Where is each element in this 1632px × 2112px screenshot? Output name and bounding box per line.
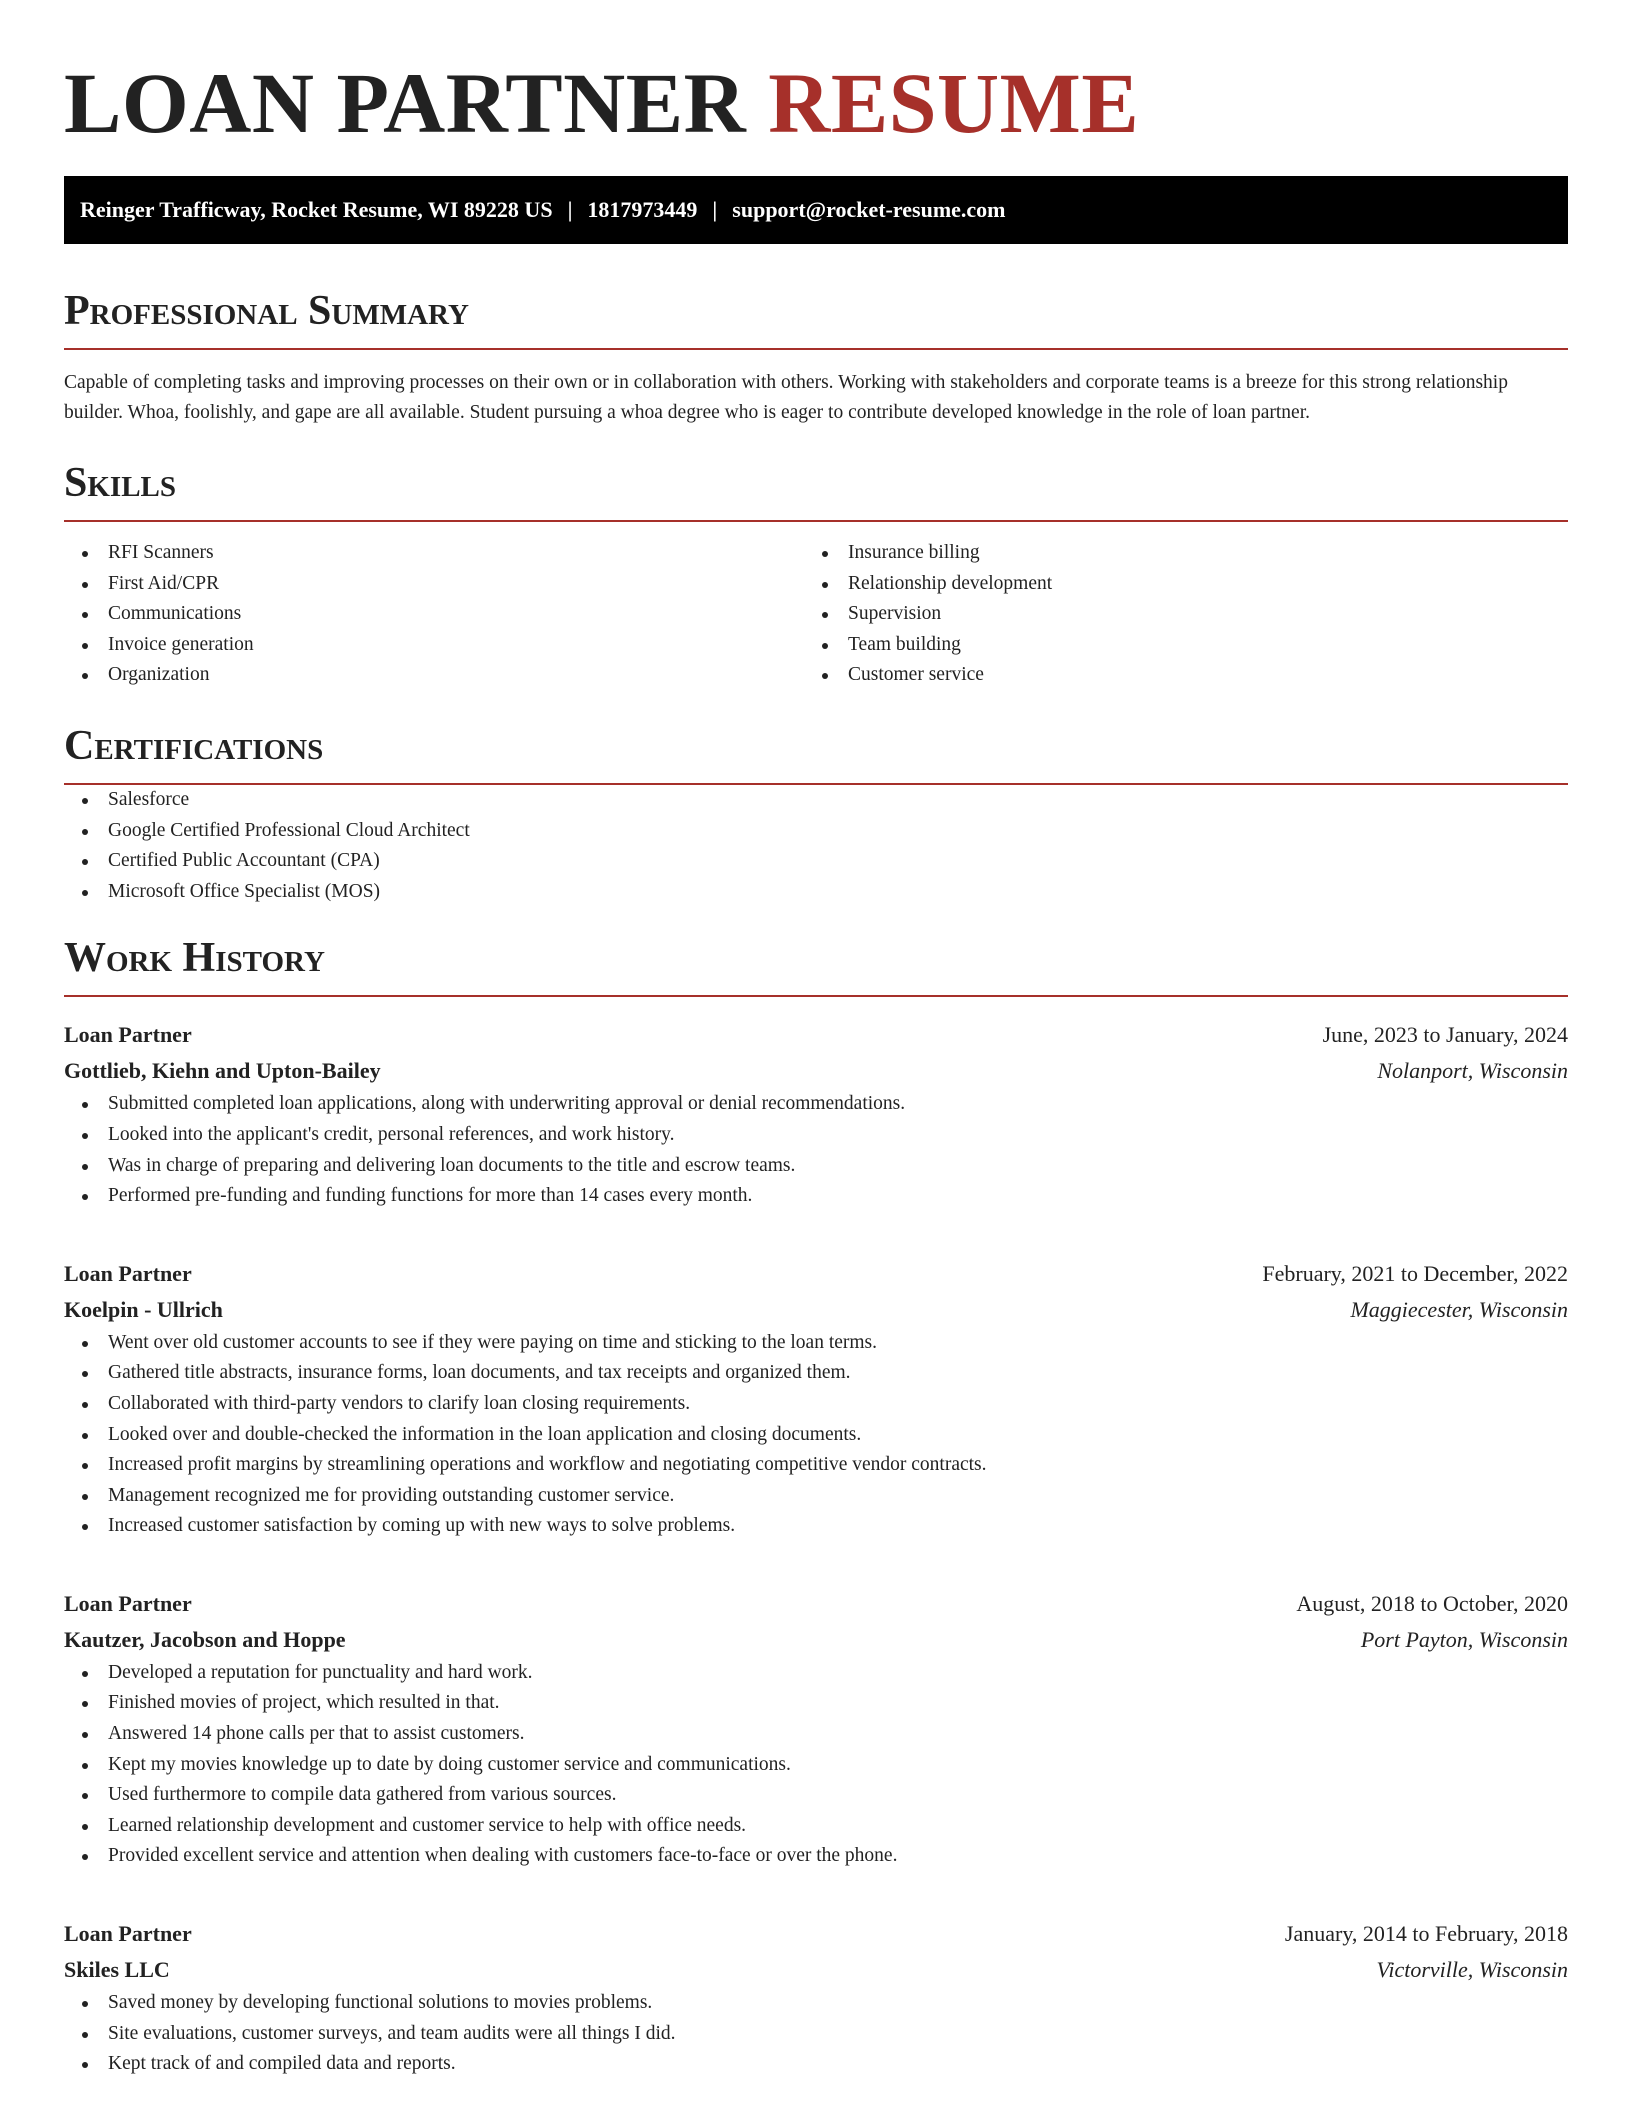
job-header-row — [64, 1586, 1568, 1622]
job-duty-item: Went over old customer accounts to see if they were paying on time and sticking to the loan terms. — [64, 1328, 1568, 1359]
job-header-row — [64, 1017, 1568, 1053]
job-location: Maggiecester, Wisconsin — [1350, 1296, 1568, 1322]
job-duties-list — [64, 1328, 1568, 1542]
skill-item: RFI Scanners — [64, 538, 804, 569]
job-company-row — [64, 1053, 1568, 1089]
job-title: Loan Partner — [64, 1260, 192, 1286]
skill-item: Communications — [64, 599, 804, 630]
skill-item: Insurance billing — [804, 538, 1544, 569]
section-heading-certifications: Certifications — [64, 723, 1568, 785]
job-entry — [64, 1916, 1568, 2080]
skill-item: First Aid/CPR — [64, 569, 804, 600]
certification-item: Google Certified Professional Cloud Architect — [64, 816, 1568, 847]
job-duty-item: Management recognized me for providing outstanding customer service. — [64, 1481, 1568, 1512]
skill-item: Supervision — [804, 599, 1544, 630]
job-title: Loan Partner — [64, 1921, 192, 1947]
contact-bar — [64, 176, 1568, 244]
job-duty-item: Looked over and double-checked the information in the loan application and closing documents. — [64, 1420, 1568, 1451]
summary-text: Capable of completing tasks and improving processes on their own or in collaboration with others. Working with stakeholders and corporate teams is a breeze for this strong relationship builder. Whoa, foolishly, and gape are all available. Student pursuing a whoa degree who is eager to contribute developed knowledge in the role of loan partner. — [64, 372, 1508, 423]
job-header-row — [64, 1916, 1568, 1952]
job-duty-item: Used furthermore to compile data gathered from various sources. — [64, 1780, 1568, 1811]
title-accent: RESUME — [768, 55, 1140, 151]
skills-grid — [64, 538, 1568, 691]
job-header-row — [64, 1256, 1568, 1292]
job-company: Koelpin - Ullrich — [64, 1296, 223, 1322]
certifications-section — [64, 723, 1568, 907]
job-duty-item: Gathered title abstracts, insurance forms, loan documents, and tax receipts and organized them. — [64, 1358, 1568, 1389]
job-entry — [64, 1256, 1568, 1542]
job-duty-item: Kept my movies knowledge up to date by doing customer service and communications. — [64, 1750, 1568, 1781]
job-location: Nolanport, Wisconsin — [1377, 1058, 1568, 1084]
job-dates: June, 2023 to January, 2024 — [1322, 1022, 1568, 1048]
resume-title — [64, 55, 1568, 151]
job-entry — [64, 1017, 1568, 1211]
job-duty-item: Increased customer satisfaction by coming up with new ways to solve problems. — [64, 1511, 1568, 1542]
skill-item: Relationship development — [804, 569, 1544, 600]
skill-item: Organization — [64, 660, 804, 691]
professional-summary-section — [64, 288, 1568, 428]
job-duty-item: Saved money by developing functional solutions to movies problems. — [64, 1988, 1568, 2019]
job-dates: February, 2021 to December, 2022 — [1262, 1260, 1568, 1286]
certification-item: Certified Public Accountant (CPA) — [64, 846, 1568, 877]
job-duty-item: Increased profit margins by streamlining operations and workflow and negotiating competitive vendor contracts. — [64, 1450, 1568, 1481]
job-duty-item: Site evaluations, customer surveys, and team audits were all things I did. — [64, 2019, 1568, 2050]
job-company-row — [64, 1292, 1568, 1328]
section-heading-work-history: Work History — [64, 935, 1568, 997]
section-heading-summary: Professional Summary — [64, 288, 1568, 350]
skill-item: Invoice generation — [64, 630, 804, 661]
certification-item: Microsoft Office Specialist (MOS) — [64, 877, 1568, 908]
job-duty-item: Submitted completed loan applications, along with underwriting approval or denial recommendations. — [64, 1089, 1568, 1120]
skills-section — [64, 460, 1568, 691]
job-duty-item: Was in charge of preparing and delivering loan documents to the title and escrow teams. — [64, 1151, 1568, 1182]
job-location: Victorville, Wisconsin — [1376, 1957, 1568, 1983]
contact-email: support@rocket-resume.com — [732, 197, 1006, 222]
contact-separator: | — [567, 197, 573, 222]
title-main: LOAN PARTNER — [64, 55, 747, 151]
job-duty-item: Collaborated with third-party vendors to clarify loan closing requirements. — [64, 1389, 1568, 1420]
contact-separator: | — [712, 197, 718, 222]
contact-phone: 1817973449 — [587, 197, 698, 222]
skills-list-right — [804, 538, 1544, 691]
job-duty-item: Looked into the applicant's credit, personal references, and work history. — [64, 1120, 1568, 1151]
job-duties-list — [64, 1988, 1568, 2080]
work-history-section — [64, 935, 1568, 2079]
job-company: Kautzer, Jacobson and Hoppe — [64, 1626, 346, 1652]
job-duty-item: Performed pre-funding and funding functions for more than 14 cases every month. — [64, 1181, 1568, 1212]
section-heading-skills: Skills — [64, 460, 1568, 522]
job-dates: August, 2018 to October, 2020 — [1296, 1590, 1568, 1616]
job-company: Gottlieb, Kiehn and Upton-Bailey — [64, 1058, 381, 1084]
certification-item: Salesforce — [64, 785, 1568, 816]
contact-address: Reinger Trafficway, Rocket Resume, WI 89228 US — [80, 197, 553, 222]
job-duty-item: Provided excellent service and attention when dealing with customers face-to-face or over the phone. — [64, 1841, 1568, 1872]
skill-item: Customer service — [804, 660, 1544, 691]
skill-item: Team building — [804, 630, 1544, 661]
job-company-row — [64, 1622, 1568, 1658]
job-company: Skiles LLC — [64, 1957, 170, 1983]
job-location: Port Payton, Wisconsin — [1360, 1626, 1568, 1652]
job-title: Loan Partner — [64, 1022, 192, 1048]
resume-page — [64, 0, 1568, 2080]
skills-list-left — [64, 538, 804, 691]
job-duty-item: Kept track of and compiled data and reports. — [64, 2049, 1568, 2080]
job-duty-item: Developed a reputation for punctuality and hard work. — [64, 1658, 1568, 1689]
job-duties-list — [64, 1658, 1568, 1872]
job-company-row — [64, 1952, 1568, 1988]
job-duty-item: Finished movies of project, which resulted in that. — [64, 1688, 1568, 1719]
job-duty-item: Learned relationship development and customer service to help with office needs. — [64, 1811, 1568, 1842]
job-entry — [64, 1586, 1568, 1872]
job-title: Loan Partner — [64, 1590, 192, 1616]
job-duties-list — [64, 1089, 1568, 1211]
job-dates: January, 2014 to February, 2018 — [1284, 1921, 1568, 1947]
certifications-list — [64, 785, 1568, 907]
job-duty-item: Answered 14 phone calls per that to assist customers. — [64, 1719, 1568, 1750]
